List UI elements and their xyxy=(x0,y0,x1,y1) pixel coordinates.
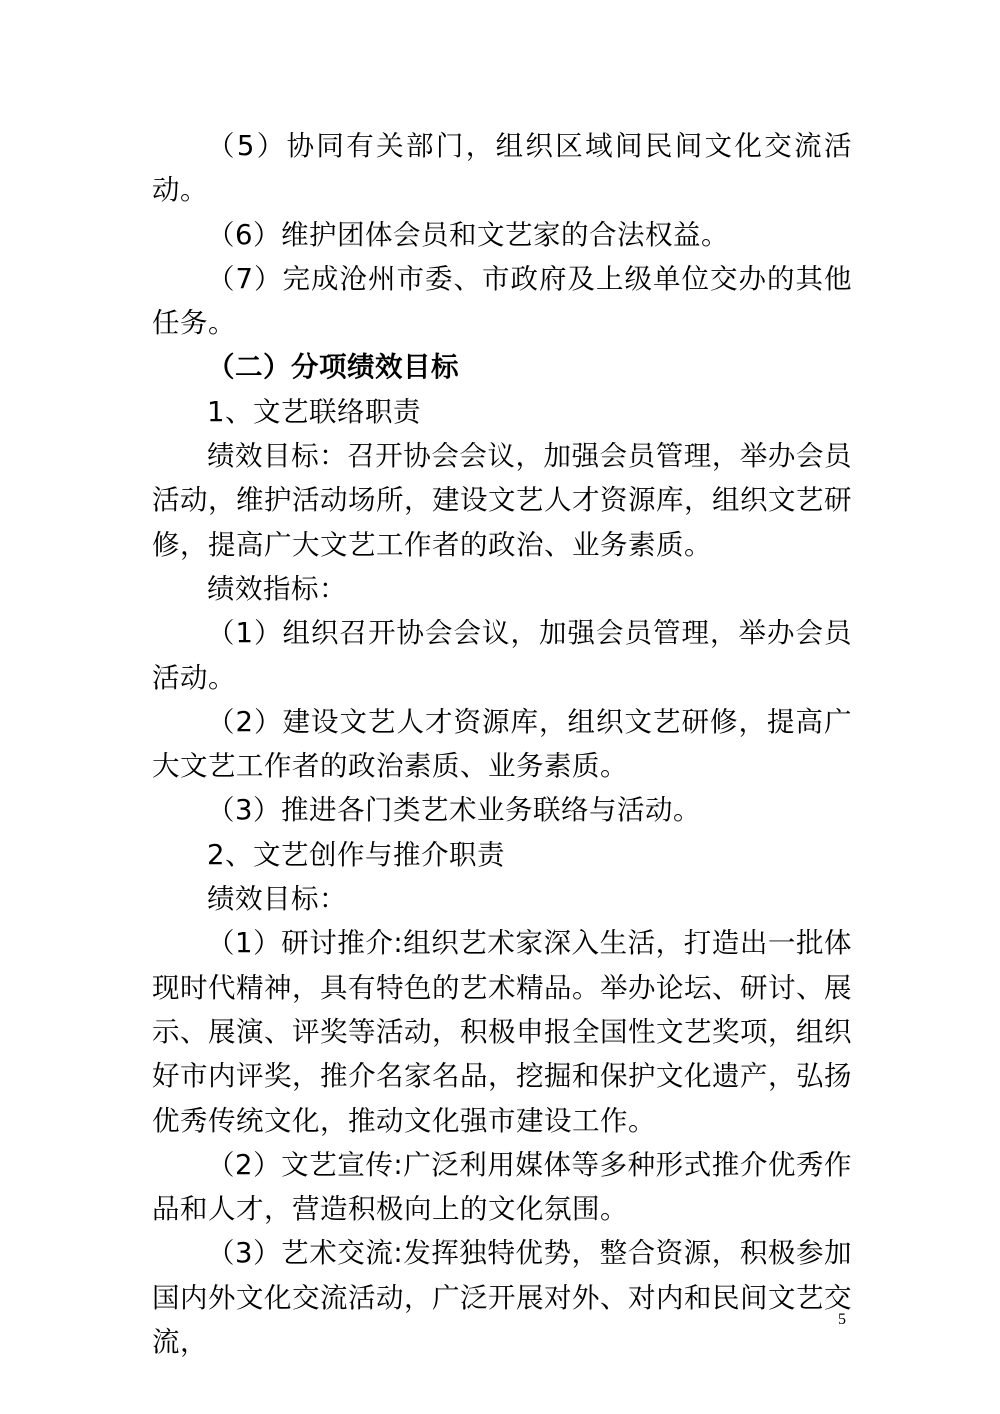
subsection-1-indicator-2: （2）建设文艺人才资源库，组织文艺研修，提高广大文艺工作者的政治素质、业务素质。 xyxy=(152,705,852,783)
subsection-1-title: 1、文艺联络职责 xyxy=(207,395,421,428)
subsection-1-indicators-label: 绩效指标： xyxy=(207,572,347,605)
subsection-2-title: 2、文艺创作与推介职责 xyxy=(207,838,505,871)
paragraph-item-5: （5）协同有关部门，组织区域间民间文化交流活动。 xyxy=(152,130,852,207)
subsection-2-goal-3: （3）艺术交流:发挥独特优势，整合资源，积极参加国内外文化交流活动，广泛开展对外、对内和民间文艺交流， xyxy=(152,1237,852,1359)
body-text xyxy=(152,124,852,1364)
subsection-1-goal: 绩效目标：召开协会会议，加强会员管理，举办会员活动，维护活动场所，建设文艺人才资源库，组织文艺研修，提高广大文艺工作者的政治、业务素质。 xyxy=(152,440,852,561)
subsection-2-goal-label: 绩效目标： xyxy=(207,883,347,916)
paragraph-item-6: （6）维护团体会员和文艺家的合法权益。 xyxy=(207,218,729,251)
section-heading: （二）分项绩效目标 xyxy=(207,351,459,384)
paragraph-item-7: （7）完成沧州市委、市政府及上级单位交办的其他任务。 xyxy=(152,262,852,340)
subsection-1-indicator-3: （3）推进各门类艺术业务联络与活动。 xyxy=(207,794,701,827)
subsection-1-indicator-1: （1）组织召开协会会议，加强会员管理，举办会员活动。 xyxy=(152,617,852,694)
subsection-2-goal-2: （2）文艺宣传:广泛利用媒体等多种形式推介优秀作品和人才，营造积极向上的文化氛围。 xyxy=(152,1148,852,1226)
subsection-2-goal-1: （1）研讨推介:组织艺术家深入生活，打造出一批体现时代精神，具有特色的艺术精品。举办论坛、研讨、展示、展演、评奖等活动，积极申报全国性文艺奖项，组织好市内评奖，推介名家名品，挖掘和保护文化遗产，弘扬优秀传统文化，推动文化强市建设工作。 xyxy=(152,927,852,1137)
page-number: 5 xyxy=(838,1311,846,1328)
